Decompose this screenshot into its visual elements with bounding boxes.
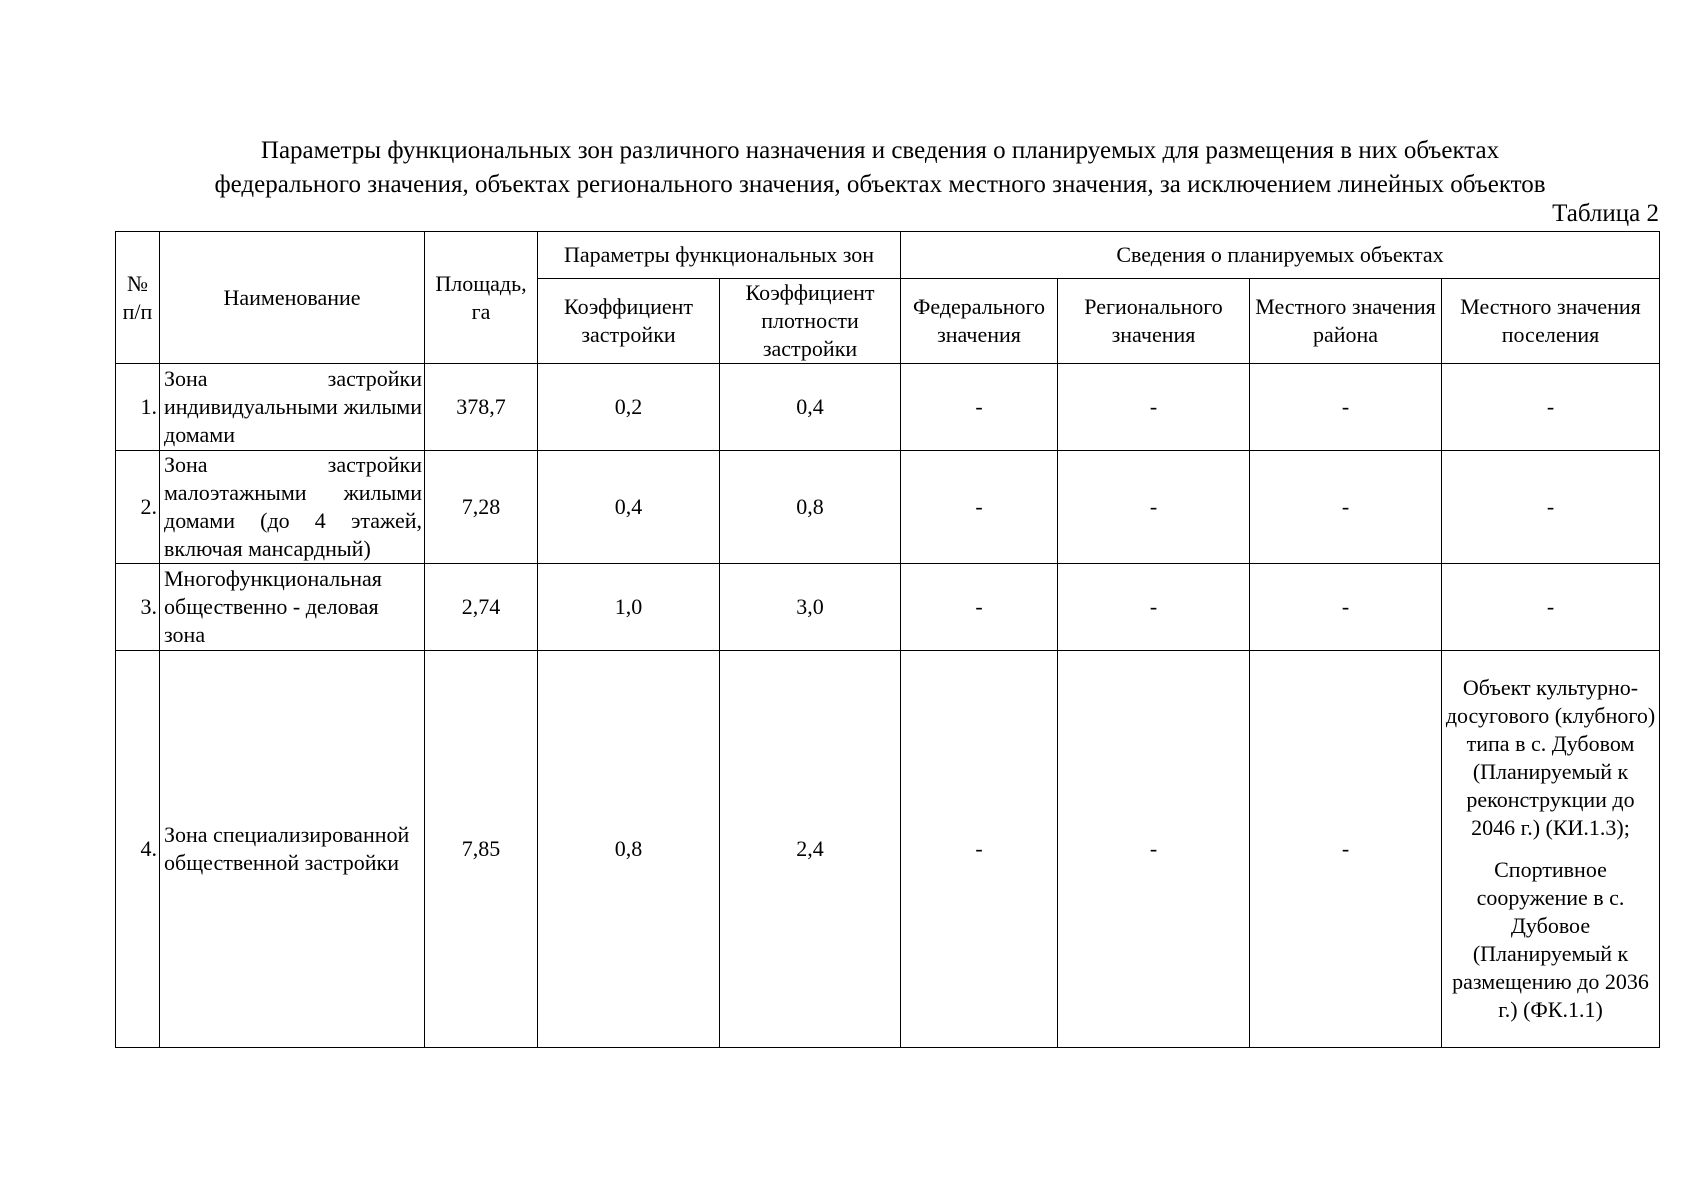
row-local-district: - bbox=[1250, 364, 1442, 451]
row-federal: - bbox=[901, 364, 1058, 451]
table-number-label: Таблица 2 bbox=[1552, 200, 1659, 227]
document-title bbox=[100, 134, 1660, 202]
row-coef-build: 0,8 bbox=[538, 651, 720, 1048]
row-area: 7,85 bbox=[425, 651, 538, 1048]
settlement-object-item: - bbox=[1546, 594, 1555, 619]
row-coef-density: 0,4 bbox=[720, 364, 901, 451]
row-local-settlement bbox=[1442, 564, 1660, 651]
header-name: Наименование bbox=[160, 232, 425, 364]
functional-zones-table bbox=[115, 231, 1660, 1048]
row-local-settlement bbox=[1442, 364, 1660, 451]
header-num: № п/п bbox=[116, 232, 160, 364]
table-row bbox=[116, 451, 1660, 564]
settlement-object-item: - bbox=[1546, 394, 1555, 419]
row-coef-build: 1,0 bbox=[538, 564, 720, 651]
row-num: 4. bbox=[116, 651, 160, 1048]
row-num: 1. bbox=[116, 364, 160, 451]
settlement-object-item: - bbox=[1546, 494, 1555, 519]
header-objects-group: Сведения о планируемых объектах bbox=[901, 232, 1660, 279]
title-line-2: федерального значения, объектах регионального значения, объектах местного значения, за исключением линейных объектов bbox=[214, 171, 1546, 198]
header-area: Площадь, га bbox=[425, 232, 538, 364]
header-regional: Регионального значения bbox=[1058, 279, 1250, 364]
settlement-object-item: Объект культурно-досугового (клубного) типа в с. Дубовом (Планируемый к реконструкции до 2046 г.) (КИ.1.3); bbox=[1445, 675, 1656, 840]
row-num: 2. bbox=[116, 451, 160, 564]
header-coef-build: Коэффициент застройки bbox=[538, 279, 720, 364]
header-coef-density: Коэффициент плотности застройки bbox=[720, 279, 901, 364]
row-name: Зона специализированной общественной застройки bbox=[160, 651, 425, 1048]
row-regional: - bbox=[1058, 451, 1250, 564]
row-local-settlement bbox=[1442, 651, 1660, 1048]
row-coef-density: 0,8 bbox=[720, 451, 901, 564]
row-name: Зона застройки индивидуальными жилыми домами bbox=[160, 364, 425, 451]
row-coef-density: 3,0 bbox=[720, 564, 901, 651]
row-area: 378,7 bbox=[425, 364, 538, 451]
header-local-district: Местного значения района bbox=[1250, 279, 1442, 364]
row-federal: - bbox=[901, 451, 1058, 564]
header-local-settlement: Местного значения поселения bbox=[1442, 279, 1660, 364]
row-regional: - bbox=[1058, 651, 1250, 1048]
row-area: 2,74 bbox=[425, 564, 538, 651]
row-coef-build: 0,2 bbox=[538, 364, 720, 451]
row-local-district: - bbox=[1250, 651, 1442, 1048]
row-federal: - bbox=[901, 651, 1058, 1048]
row-coef-density: 2,4 bbox=[720, 651, 901, 1048]
header-params-group: Параметры функциональных зон bbox=[538, 232, 901, 279]
row-local-district: - bbox=[1250, 451, 1442, 564]
row-regional: - bbox=[1058, 364, 1250, 451]
title-line-1: Параметры функциональных зон различного назначения и сведения о планируемых для размещения в них объектах bbox=[260, 137, 1500, 164]
row-local-district: - bbox=[1250, 564, 1442, 651]
row-federal: - bbox=[901, 564, 1058, 651]
table-row bbox=[116, 564, 1660, 651]
header-row-top bbox=[116, 232, 1660, 279]
row-regional: - bbox=[1058, 564, 1250, 651]
row-local-settlement bbox=[1442, 451, 1660, 564]
settlement-object-item: Спортивное сооружение в с. Дубовое (Планируемый к размещению до 2036 г.) (ФК.1.1) bbox=[1452, 857, 1649, 1022]
table-row bbox=[116, 651, 1660, 1048]
row-coef-build: 0,4 bbox=[538, 451, 720, 564]
header-federal: Федерального значения bbox=[901, 279, 1058, 364]
row-num: 3. bbox=[116, 564, 160, 651]
row-area: 7,28 bbox=[425, 451, 538, 564]
row-name: Зона застройки малоэтажными жилыми домами (до 4 этажей, включая мансардный) bbox=[160, 451, 425, 564]
row-name: Многофункциональная общественно - деловая зона bbox=[160, 564, 425, 651]
table-row bbox=[116, 364, 1660, 451]
